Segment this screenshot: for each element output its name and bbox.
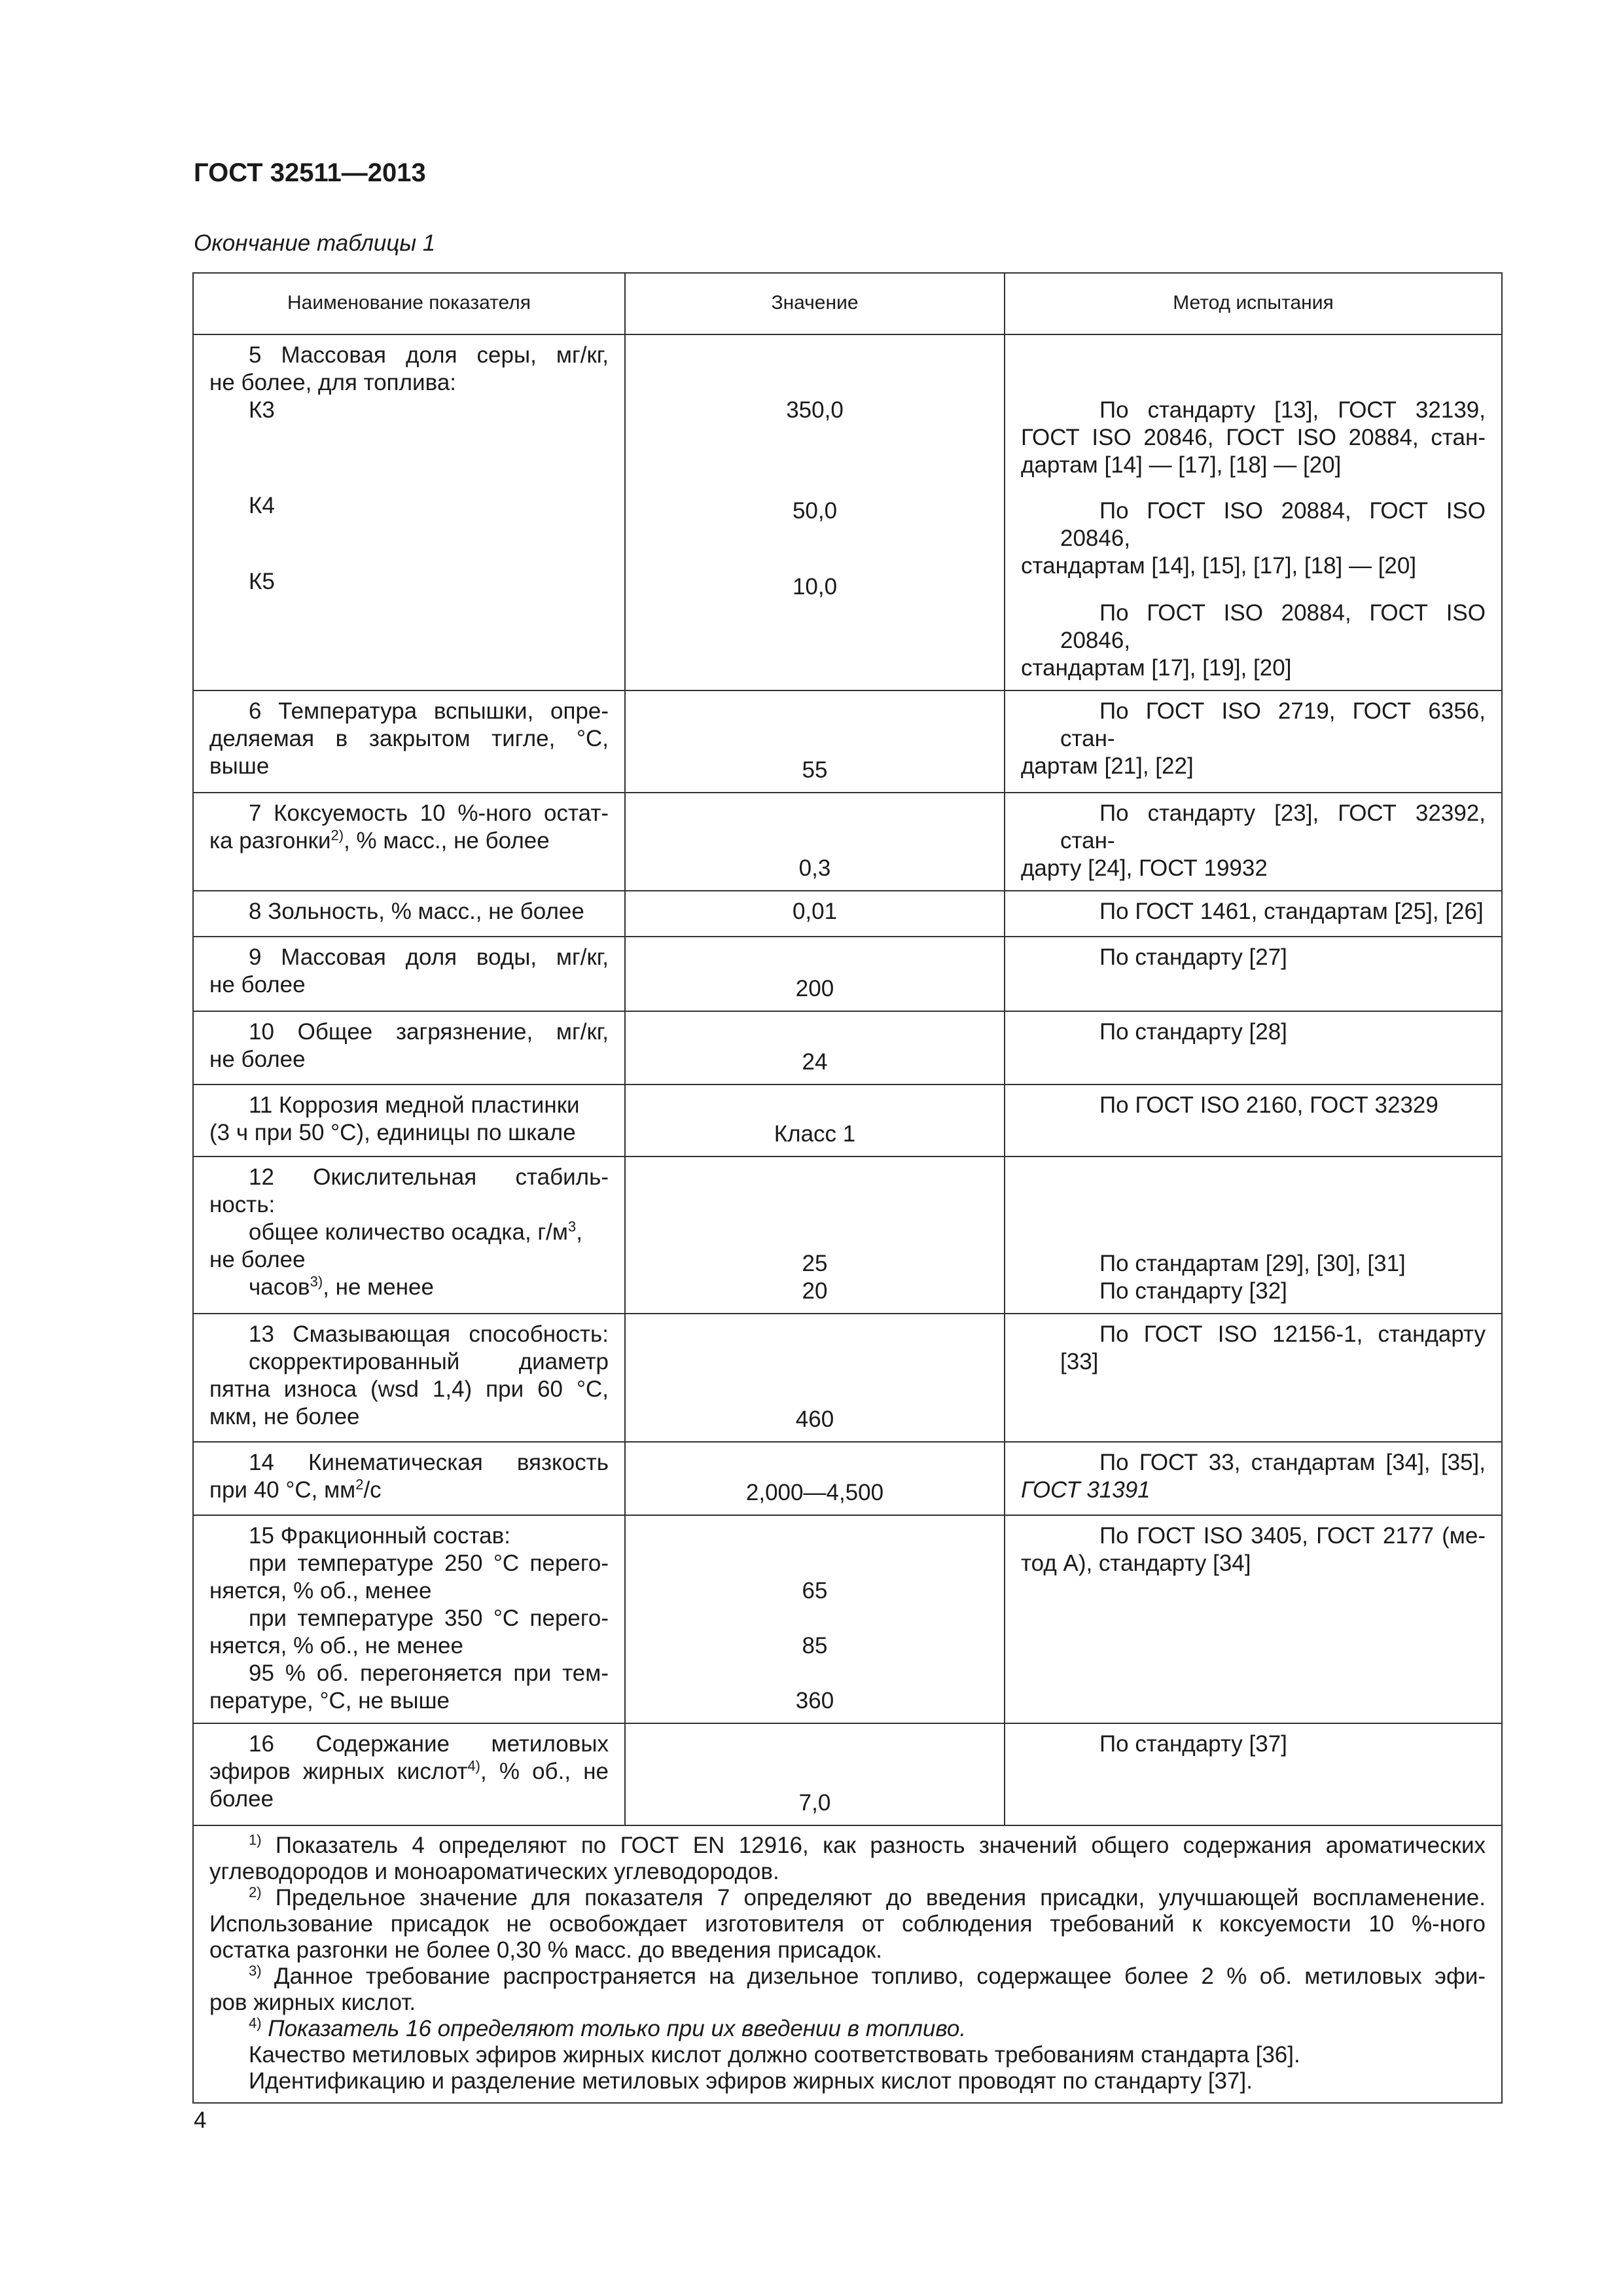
specification-table bbox=[192, 272, 1503, 2104]
footnote: $^{3)}$ Данное требование распространяется на дизельное топливо, содержащее более 2 % об. метиловых эфи- bbox=[249, 1962, 1486, 1989]
fuel-class-label: К5 bbox=[249, 569, 275, 594]
table-notes bbox=[193, 1825, 1502, 2103]
footnote-line: углеводородов и моноароматических углеводородов. bbox=[209, 1859, 779, 1884]
method-line: По ГОСТ 1461, стандартам [25], [26] bbox=[1099, 899, 1484, 924]
method-line: По стандарту [28] bbox=[1099, 1019, 1287, 1045]
table-row bbox=[193, 334, 1502, 691]
method-line: По ГОСТ ISO 2160, ГОСТ 32329 bbox=[1099, 1092, 1438, 1118]
fuel-class-label: К4 bbox=[249, 493, 275, 518]
footnote: $^{1)}$ Показатель 4 определяют по ГОСТ EN 12916, как разность значений общего содержания ароматических bbox=[249, 1831, 1486, 1858]
fuel-class-label: К3 bbox=[249, 397, 275, 423]
indicator-line: эфиров жирных кислот$^{4)}$, % об., не bbox=[209, 1757, 609, 1784]
indicator-line: 15 Фракционный состав: bbox=[249, 1523, 510, 1549]
method-line: По стандарту [37] bbox=[1099, 1731, 1287, 1757]
value-cell bbox=[625, 1442, 1005, 1515]
footnote: $^{4)}$ Показатель 16 определяют только при их введении в топливо. bbox=[249, 2015, 967, 2041]
method-line: тод А), стандарту [34] bbox=[1021, 1551, 1251, 1576]
indicator-line: 9 Массовая доля воды, мг/кг, bbox=[249, 944, 609, 970]
method-cell bbox=[1005, 1157, 1502, 1314]
indicator-line: часов$^{3)}$, не менее bbox=[249, 1273, 434, 1300]
indicator-line: не более bbox=[209, 1047, 306, 1072]
method-cell bbox=[1005, 1314, 1502, 1442]
indicator-cell bbox=[193, 1723, 625, 1825]
indicator-line: 11 Коррозия медной пластинки bbox=[249, 1092, 580, 1118]
table-row bbox=[193, 1011, 1502, 1085]
indicator-cell bbox=[193, 1314, 625, 1442]
indicator-line: деляемая в закрытом тигле, °С, bbox=[209, 726, 609, 751]
value-cell bbox=[625, 1314, 1005, 1442]
indicator-cell bbox=[193, 793, 625, 891]
value-text: 85 bbox=[802, 1633, 828, 1659]
indicator-cell bbox=[193, 334, 625, 691]
method-line: По ГОСТ ISO 20884, ГОСТ ISO 20846, bbox=[1060, 498, 1486, 551]
method-line: стандартам [14], [15], [17], [18] — [20] bbox=[1021, 553, 1417, 579]
indicator-cell bbox=[193, 1011, 625, 1085]
value-text: 460 bbox=[795, 1407, 834, 1432]
indicator-line: няется, % об., не менее bbox=[209, 1633, 463, 1659]
value-text: 7,0 bbox=[798, 1790, 831, 1816]
indicator-cell bbox=[193, 1085, 625, 1157]
method-cell bbox=[1005, 1515, 1502, 1723]
table-row bbox=[193, 1157, 1502, 1314]
indicator-line: 95 % об. перегоняется при тем- bbox=[249, 1660, 609, 1686]
value-cell bbox=[625, 1011, 1005, 1085]
method-cell bbox=[1005, 1723, 1502, 1825]
value-text: Класс 1 bbox=[774, 1121, 856, 1147]
value-cell bbox=[625, 1723, 1005, 1825]
table-header-row bbox=[193, 273, 1502, 334]
method-cell bbox=[1005, 334, 1502, 691]
indicator-line: ка разгонки$^{2)}$, % масс., не более bbox=[209, 827, 550, 853]
method-line: По ГОСТ ISO 20884, ГОСТ ISO 20846, bbox=[1060, 600, 1486, 653]
table-row bbox=[193, 891, 1502, 937]
indicator-line: при 40 °С, $мм^2/с$ bbox=[209, 1476, 382, 1503]
table-row bbox=[193, 1515, 1502, 1723]
method-line: По ГОСТ ISO 2719, ГОСТ 6356, стан- bbox=[1060, 698, 1486, 751]
table-row bbox=[193, 1442, 1502, 1515]
method-cell bbox=[1005, 793, 1502, 891]
indicator-line: 6 Температура вспышки, опре- bbox=[249, 698, 609, 724]
method-line: По ГОСТ ISO 3405, ГОСТ 2177 (ме- bbox=[1099, 1523, 1486, 1549]
value-text: 55 bbox=[802, 757, 828, 783]
indicator-line: 7 Коксуемость 10 %-ного остат- bbox=[249, 800, 609, 826]
table-caption: Окончание таблицы 1 bbox=[194, 230, 436, 256]
indicator-line: мкм, не более bbox=[209, 1404, 360, 1429]
indicator-line: (3 ч при 50 °С), единицы по шкале bbox=[209, 1120, 576, 1145]
value-text: 2,000—4,500 bbox=[745, 1480, 884, 1505]
method-line: По стандартам [29], [30], [31] bbox=[1099, 1251, 1406, 1276]
indicator-cell bbox=[193, 1515, 625, 1723]
method-line: ГОСТ ISO 20846, ГОСТ ISO 20884, стан- bbox=[1021, 425, 1486, 450]
method-cell bbox=[1005, 937, 1502, 1011]
indicator-cell bbox=[193, 691, 625, 793]
indicator-line: ность: bbox=[209, 1192, 276, 1217]
indicator-line: пературе, °С, не выше bbox=[209, 1688, 450, 1713]
indicator-line: более bbox=[209, 1786, 274, 1812]
method-cell bbox=[1005, 1085, 1502, 1157]
column-header-method: Метод испытания bbox=[1005, 273, 1502, 334]
value-cell bbox=[625, 793, 1005, 891]
indicator-line: не более bbox=[209, 1247, 306, 1272]
value-cell bbox=[625, 1515, 1005, 1723]
method-line: стандартам [17], [19], [20] bbox=[1021, 655, 1292, 681]
table-row bbox=[193, 691, 1502, 793]
value-text: 50,0 bbox=[792, 498, 838, 524]
method-cell bbox=[1005, 891, 1502, 937]
value-cell bbox=[625, 691, 1005, 793]
document-header: ГОСТ 32511—2013 bbox=[194, 158, 426, 187]
value-text: 24 bbox=[802, 1049, 828, 1075]
method-line: дарту [24], ГОСТ 19932 bbox=[1021, 855, 1268, 881]
value-text: 0,3 bbox=[798, 855, 831, 881]
table-row bbox=[193, 1314, 1502, 1442]
value-text: 350,0 bbox=[786, 397, 844, 423]
indicator-line: 10 Общее загрязнение, мг/кг, bbox=[249, 1019, 609, 1045]
indicator-line: пятна износа (wsd 1,4) при 60 °С, bbox=[209, 1376, 609, 1402]
method-line: По стандарту [23], ГОСТ 32392, стан- bbox=[1060, 800, 1486, 853]
footnote-line: Идентификацию и разделение метиловых эфиров жирных кислот проводят по стандарту [37]. bbox=[249, 2068, 1253, 2094]
column-header-value: Значение bbox=[625, 273, 1005, 334]
indicator-line: не более, для топлива: bbox=[209, 370, 457, 395]
page-number: 4 bbox=[194, 2108, 207, 2133]
value-text: 0,01 bbox=[792, 899, 838, 924]
value-cell bbox=[625, 1085, 1005, 1157]
indicator-cell bbox=[193, 891, 625, 937]
indicator-cell bbox=[193, 1442, 625, 1515]
table-row bbox=[193, 1085, 1502, 1157]
value-text: 360 bbox=[795, 1688, 834, 1713]
indicator-cell bbox=[193, 1157, 625, 1314]
footnote-line: остатка разгонки не более 0,30 % масс. до введения присадок. bbox=[209, 1937, 882, 1963]
indicator-line: при температуре 250 °С перего- bbox=[249, 1551, 609, 1576]
footnote-line: Качество метиловых эфиров жирных кислот должно соответствовать требованиям стандарта [36]. bbox=[249, 2042, 1300, 2068]
indicator-line: 8 Зольность, % масс., не более bbox=[249, 899, 584, 924]
indicator-line: общее количество осадка, $г/м^3$, bbox=[249, 1218, 582, 1245]
method-cell bbox=[1005, 691, 1502, 793]
indicator-line: няется, % об., менее bbox=[209, 1578, 432, 1604]
indicator-line: 5 Массовая доля серы, мг/кг, bbox=[249, 342, 609, 368]
value-cell bbox=[625, 334, 1005, 691]
table-row bbox=[193, 793, 1502, 891]
indicator-line: 13 Смазывающая способность: bbox=[249, 1321, 609, 1347]
indicator-line: 16 Содержание метиловых bbox=[249, 1731, 609, 1757]
table-notes-row bbox=[193, 1825, 1502, 2103]
method-line: По ГОСТ ISO 12156-1, стандарту [33] bbox=[1060, 1321, 1486, 1374]
method-cell bbox=[1005, 1442, 1502, 1515]
value-cell bbox=[625, 891, 1005, 937]
value-cell bbox=[625, 1157, 1005, 1314]
method-line: дартам [14] — [17], [18] — [20] bbox=[1021, 452, 1342, 478]
method-line: дартам [21], [22] bbox=[1021, 753, 1194, 779]
method-line: По ГОСТ 33, стандартам [34], [35], bbox=[1099, 1450, 1486, 1475]
value-text: 200 bbox=[795, 976, 834, 1001]
value-text: 65 bbox=[802, 1578, 828, 1604]
column-header-name: Наименование показателя bbox=[193, 273, 625, 334]
indicator-cell bbox=[193, 937, 625, 1011]
indicator-line: при температуре 350 °С перего- bbox=[249, 1605, 609, 1631]
indicator-line: не более bbox=[209, 972, 306, 997]
value-cell bbox=[625, 937, 1005, 1011]
footnote-line: ров жирных кислот. bbox=[209, 1990, 416, 2015]
indicator-line: 12 Окислительная стабиль- bbox=[249, 1164, 609, 1190]
method-line: По стандарту [13], ГОСТ 32139, bbox=[1099, 397, 1486, 423]
table-row bbox=[193, 1723, 1502, 1825]
method-line: ГОСТ 31391 bbox=[1021, 1477, 1150, 1503]
table-row bbox=[193, 937, 1502, 1011]
footnote: $^{2)}$ Предельное значение для показателя 7 определяют до введения присадки, улучшающей воспламенение. bbox=[249, 1884, 1486, 1910]
method-line: По стандарту [27] bbox=[1099, 944, 1287, 970]
method-line: По стандарту [32] bbox=[1099, 1278, 1287, 1304]
indicator-line: выше bbox=[209, 753, 270, 779]
value-text: 25 bbox=[802, 1251, 828, 1276]
value-text: 20 bbox=[802, 1278, 828, 1304]
value-text: 10,0 bbox=[792, 574, 838, 600]
indicator-line: скорректированный диаметр bbox=[249, 1349, 609, 1374]
indicator-line: 14 Кинематическая вязкость bbox=[249, 1450, 609, 1475]
footnote-line: Использование присадок не освобождает изготовителя от соблюдения требований к коксуемости 10 %-ного bbox=[209, 1911, 1486, 1937]
method-cell bbox=[1005, 1011, 1502, 1085]
